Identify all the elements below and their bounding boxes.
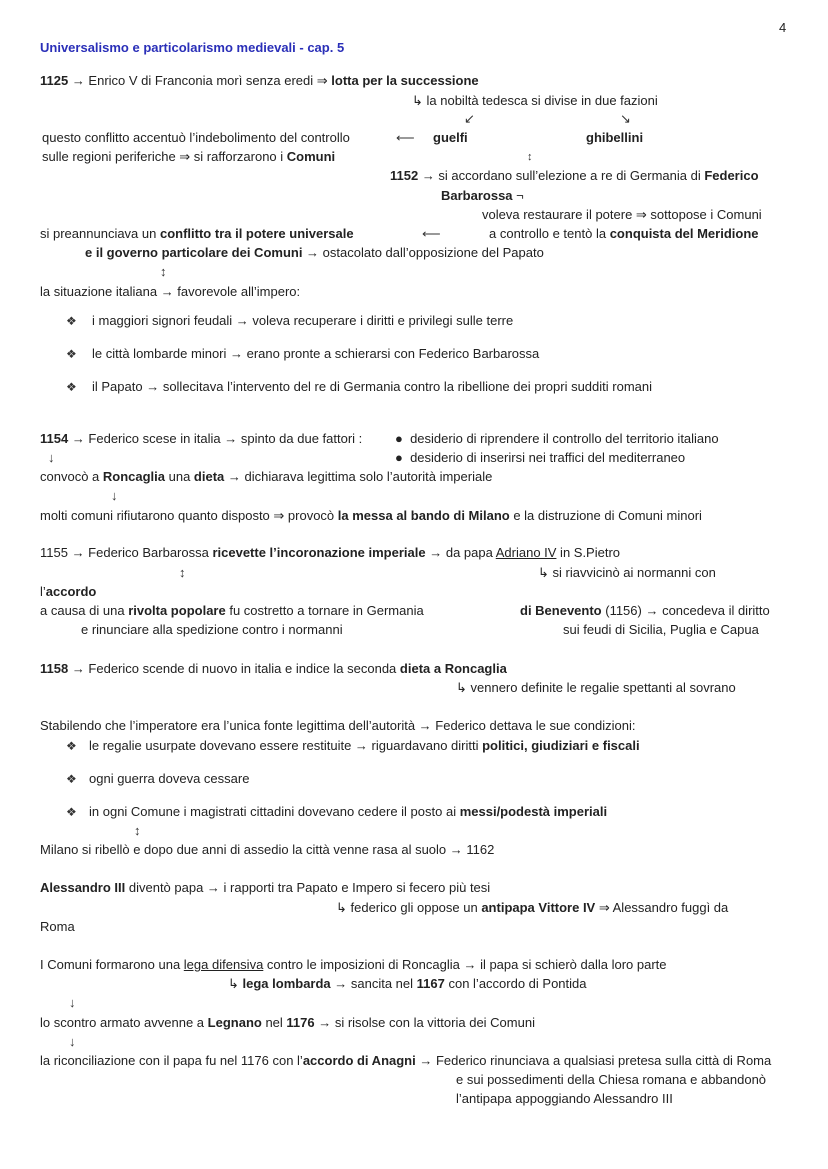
arrow-updown-icon: ↕ bbox=[160, 264, 167, 279]
factor-1: ● desiderio di riprendere il controllo del territorio italiano bbox=[395, 431, 719, 446]
diamond-bullet-icon: ❖ bbox=[66, 739, 77, 753]
dieta-line: convocò a Roncaglia una dieta → dichiarava legittima solo l’autorità imperiale bbox=[40, 469, 493, 484]
benevento-line: di Benevento (1156) → concedeva il diritto bbox=[520, 603, 770, 618]
page-number: 4 bbox=[779, 20, 787, 35]
arrow-left-icon: ⟵ bbox=[422, 226, 441, 241]
situation-line: la situazione italiana → favorevole all’impero: bbox=[40, 284, 301, 299]
diamond-bullet-icon: ❖ bbox=[66, 805, 77, 819]
arrow-down-icon: ↓ bbox=[48, 450, 55, 465]
conquest-line: a controllo e tentò la conquista del Meridione bbox=[489, 226, 759, 241]
arrow-left-icon: ⟵ bbox=[396, 130, 415, 145]
diamond-bullet-icon: ❖ bbox=[66, 347, 77, 361]
reconciliation-line: la riconciliazione con il papa fu nel 1176 con l’accordo di Anagni → Federico rinunciava a qualsiasi pretesa sulla città di Roma bbox=[40, 1053, 772, 1068]
factor-2: ● desiderio di inserirsi nei traffici del mediterraneo bbox=[395, 450, 686, 465]
barbarossa-line: Barbarossa ¬ bbox=[441, 188, 524, 203]
restore-power-line: voleva restaurare il potere ⇒ sottopose i Comuni bbox=[482, 207, 762, 222]
legnano-line: lo scontro armato avvenne a Legnano nel 1176 → si risolse con la vittoria dei Comuni bbox=[40, 1015, 535, 1030]
line-1158: 1158 → Federico scende di nuovo in italia e indice la seconda dieta a Roncaglia bbox=[40, 661, 507, 676]
condition-3: in ogni Comune i magistrati cittadini dovevano cedere il posto ai messi/podestà imperiali bbox=[89, 804, 608, 819]
diamond-bullet-icon: ❖ bbox=[66, 380, 77, 394]
conflict-line-2: sulle regioni periferiche ⇒ si rafforzarono i Comuni bbox=[42, 149, 336, 164]
roma-line: Roma bbox=[40, 919, 75, 934]
line-1154: 1154 → Federico scese in italia → spinto da due fattori : bbox=[40, 431, 363, 446]
government-line: e il governo particolare dei Comuni → ostacolato dall’opposizione del Papato bbox=[85, 245, 544, 260]
alessandro-line: Alessandro III diventò papa → i rapporti tra Papato e Impero si fecero più tesi bbox=[40, 880, 491, 895]
antipope-line: ↳ federico gli oppose un antipapa Vittore IV ⇒ Alessandro fuggì da bbox=[336, 900, 729, 915]
regalie-note: ↳ vennero definite le regalie spettanti al sovrano bbox=[456, 680, 736, 695]
conflict-line-1: questo conflitto accentuò l’indebolimento del controllo bbox=[42, 130, 350, 145]
faction-guelfi: guelfi bbox=[433, 130, 468, 145]
arrow-down-icon: ↓ bbox=[69, 1034, 76, 1049]
revolt-line: a causa di una rivolta popolare fu costretto a tornare in Germania bbox=[40, 603, 424, 618]
dot-bullet-icon: ● bbox=[395, 431, 411, 446]
condition-2: ogni guerra doveva cessare bbox=[89, 771, 250, 786]
arrow-down-icon: ↓ bbox=[69, 995, 76, 1010]
arrow-down-right-icon: ↘ bbox=[620, 111, 631, 126]
diamond-bullet-icon: ❖ bbox=[66, 772, 77, 786]
normans-note: ↳ si riavvicinò ai normanni con bbox=[538, 565, 716, 580]
diamond-bullet-icon: ❖ bbox=[66, 314, 77, 328]
refused-line: molti comuni rifiutarono quanto disposto ⇒ provocò la messa al bando di Milano e la distruzione di Comuni minori bbox=[40, 508, 702, 523]
lega-lombarda-line: ↳ lega lombarda → sancita nel 1167 con l’accordo di Pontida bbox=[228, 976, 587, 991]
establish-line: Stabilendo che l’imperatore era l’unica fonte legittima dell’autorità → Federico dettava le sue condizioni: bbox=[40, 718, 636, 733]
accordo-line: l’accordo bbox=[40, 584, 97, 599]
fiefs-line: sui feudi di Sicilia, Puglia e Capua bbox=[563, 622, 759, 637]
dot-bullet-icon: ● bbox=[395, 450, 411, 465]
arrow-down-icon: ↓ bbox=[111, 488, 118, 503]
arrow-updown-icon: ↕ bbox=[134, 823, 141, 838]
reconciliation-line-3: l’antipapa appoggiando Alessandro III bbox=[456, 1091, 673, 1106]
list-item: i maggiori signori feudali → voleva recuperare i diritti e privilegi sulle terre bbox=[92, 313, 514, 328]
list-item: il Papato → sollecitava l’intervento del re di Germania contro la ribellione dei propri sudditi romani bbox=[92, 379, 653, 394]
arrow-down-left-icon: ↙ bbox=[464, 111, 475, 126]
arrow-updown-icon: ↕ bbox=[179, 565, 186, 580]
lega-line: I Comuni formarono una lega difensiva contro le imposizioni di Roncaglia → il papa si schierò dalla loro parte bbox=[40, 957, 667, 972]
reconciliation-line-2: e sui possedimenti della Chiesa romana e abbandonò bbox=[456, 1072, 767, 1087]
faction-ghibellini: ghibellini bbox=[586, 130, 644, 145]
nobility-note: ↳ la nobiltà tedesca si divise in due fazioni bbox=[412, 93, 658, 108]
milan-line: Milano si ribellò e dopo due anni di assedio la città venne rasa al suolo → 1162 bbox=[40, 842, 495, 857]
conflict-announce-line: si preannunciava un conflitto tra il potere universale bbox=[40, 226, 354, 241]
line-1125: 1125 → Enrico V di Franconia morì senza eredi ⇒ lotta per la successione bbox=[40, 73, 479, 88]
condition-1: le regalie usurpate dovevano essere restituite → riguardavano diritti politici, giudiziari e fiscali bbox=[89, 738, 640, 753]
arrow-updown-icon: ↕ bbox=[527, 151, 533, 163]
list-item: le città lombarde minori → erano pronte a schierarsi con Federico Barbarossa bbox=[92, 346, 540, 361]
page-title: Universalismo e particolarismo medievali - cap. 5 bbox=[40, 40, 345, 55]
line-1155: 1155 → Federico Barbarossa ricevette l’incoronazione imperiale → da papa Adriano IV in S.Pietro bbox=[40, 545, 621, 560]
line-1152: 1152 → si accordano sull’elezione a re di Germania di Federico bbox=[390, 168, 759, 183]
renounce-line: e rinunciare alla spedizione contro i normanni bbox=[81, 622, 343, 637]
